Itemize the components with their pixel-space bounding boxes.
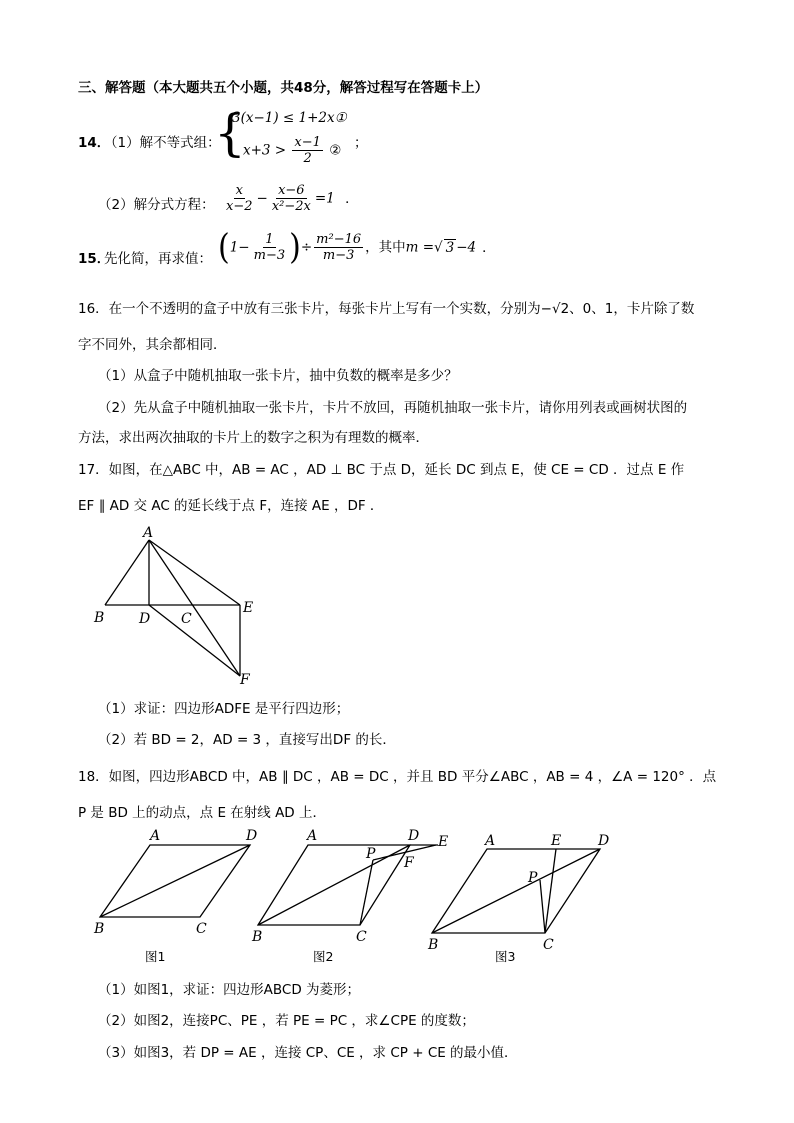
q14-part2-label: （2）解分式方程： xyxy=(98,197,215,213)
paren-open: ( xyxy=(218,226,230,268)
q15-frac1-num: 1 xyxy=(265,232,274,247)
q17-label-A: A xyxy=(143,525,154,541)
q16-sub2b: 方法，求出两次抽取的卡片上的数字之积为有理数的概率． xyxy=(78,430,429,446)
q15-minus4: −4 xyxy=(456,239,477,256)
q18-fig2-label-D: D xyxy=(408,828,420,844)
q18-fig1-label-A: A xyxy=(150,828,161,844)
q14-ineq2-left: x+3 > xyxy=(243,142,287,159)
q15-expression: (1− $\frac{1}{m-3}$ )÷ $\frac{\text{m²−16}}{m-3}$ ，其中m =√ 3 −4 ． xyxy=(218,226,496,268)
q15-frac2-den: m−3 xyxy=(322,248,355,263)
q15-end: ． xyxy=(482,239,496,256)
q18-sub3: （3）如图3，若 DP = AE ，连接 CP、CE ，求 CP + CE 的最小值． xyxy=(98,1045,518,1061)
q14-equation: $\frac{x}{x-2}$ − $\frac{x-6}{\text{x²−2x}}$ =1 ． xyxy=(226,183,359,214)
q14-ineq2-circ: ② xyxy=(329,142,342,159)
q18-fig1-label-B: B xyxy=(94,921,105,937)
q18-fig3-lines xyxy=(432,849,600,933)
q18-fig2-label-B: B xyxy=(252,929,263,945)
q17-label-F: F xyxy=(240,672,250,688)
q18-fig1-caption: 图1 xyxy=(145,949,166,964)
q14-part1-label: （1）解不等式组： xyxy=(104,135,221,151)
q15-number: 15． xyxy=(78,251,111,267)
q15-sqrt-arg: 3 xyxy=(445,239,455,256)
q18-fig3-label-A: A xyxy=(485,833,496,849)
q18-sub2: （2）如图2，连接PC、PE ，若 PE = PC ，求∠CPE 的度数； xyxy=(98,1013,475,1029)
q16-sub1: （1）从盒子中随机抽取一张卡片，抽中负数的概率是多少？ xyxy=(98,368,458,384)
q18-fig3-label-C: C xyxy=(543,937,554,953)
q14-part1-end: ； xyxy=(354,135,368,151)
q17-sub2: （2）若 BD = 2，AD = 3 ，直接写出DF 的长． xyxy=(98,732,396,748)
q18-fig1-label-D: D xyxy=(246,828,258,844)
q18-line2: P 是 BD 上的动点，点 E 在射线 AD 上． xyxy=(78,805,326,821)
q17-line1: 17．如图，在△ABC 中，AB = AC ，AD ⊥ BC 于点 D，延长 DC 到点 E，使 CE = CD ．过点 E 作 xyxy=(78,462,685,478)
q14-ineq1: 3(x−1) ≤ 1+2x① xyxy=(232,110,347,126)
q14-number: 14． xyxy=(78,135,111,151)
q17-line2: EF ∥ AD 交 AC 的延长线于点 F，连接 AE ，DF ． xyxy=(78,498,384,514)
q17-sub1: （1）求证：四边形ADFE 是平行四边形； xyxy=(98,701,350,717)
brace-symbol: { xyxy=(214,104,246,162)
q15-divide: ÷ xyxy=(300,239,313,256)
q14-frac1-den: x−2 xyxy=(226,199,253,214)
q18-line1: 18．如图，四边形ABCD 中，AB ∥ DC ，AB = DC ，并且 BD 平分∠ABC ，AB = 4 ，∠A = 120° ．点 xyxy=(78,769,717,785)
q18-fig2-label-E: E xyxy=(438,834,449,850)
q15-one-minus: 1− xyxy=(229,239,250,256)
q16-sub2a: （2）先从盒子中随机抽取一张卡片，卡片不放回，再随机抽取一张卡片，请你用列表或画树状图的 xyxy=(98,400,688,416)
q18-fig2-caption: 图2 xyxy=(313,949,334,964)
q18-fig3-label-B: B xyxy=(428,937,439,953)
q16-line2: 字不同外，其余都相同． xyxy=(78,337,227,353)
q17-label-B: B xyxy=(94,610,105,626)
q15-m-eq: m = xyxy=(405,239,435,256)
q14-frac2-den: x²−2x xyxy=(271,199,311,214)
q18-fig1-label-C: C xyxy=(196,921,207,937)
q15-text: 先化简，再求值： xyxy=(104,251,212,267)
q18-fig3-label-P: P xyxy=(528,870,538,886)
q14-frac2-num: x−6 xyxy=(278,183,305,198)
q18-fig2-label-C: C xyxy=(356,929,367,945)
q17-label-D: D xyxy=(139,611,151,627)
q14-frac1-num: x xyxy=(235,183,243,198)
q18-fig2-label-P: P xyxy=(366,846,376,862)
q14-part2-end: ． xyxy=(345,190,359,207)
q18-fig2-label-F: F xyxy=(404,855,414,871)
q17-label-C: C xyxy=(181,611,192,627)
q18-fig3-label-E: E xyxy=(551,833,562,849)
q18-sub1: （1）如图1，求证：四边形ABCD 为菱形； xyxy=(98,982,361,998)
section-heading: 三、解答题（本大题共五个小题，共48分，解答过程写在答题卡上） xyxy=(78,80,489,96)
q15-frac1-den: m−3 xyxy=(253,248,286,263)
q14-ineq2-den: 2 xyxy=(303,151,312,166)
q18-fig3-caption: 图3 xyxy=(495,949,516,964)
q14-ineq2-num: x−1 xyxy=(294,135,321,150)
q15-where: ，其中 xyxy=(365,239,406,256)
q16-line1: 16．在一个不透明的盒子中放有三张卡片，每张卡片上写有一个实数，分别为−√2、0、1，卡片除了数 xyxy=(78,301,695,317)
q14-eq-tail: =1 xyxy=(314,190,335,207)
q15-frac2-num: m²−16 xyxy=(316,232,362,247)
q17-label-E: E xyxy=(243,600,254,616)
paren-close: ) xyxy=(289,226,301,268)
q18-fig2-label-A: A xyxy=(307,828,318,844)
q18-fig3-label-D: D xyxy=(598,833,610,849)
